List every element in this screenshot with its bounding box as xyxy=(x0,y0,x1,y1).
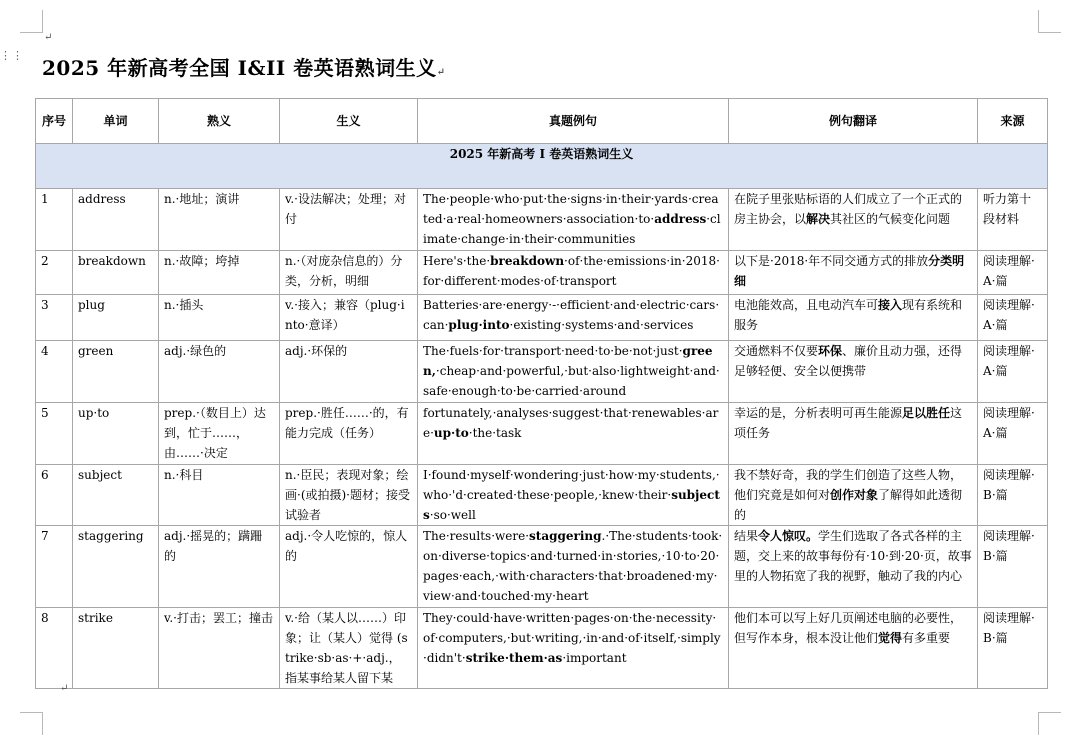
header-cell-example: 真题例句 xyxy=(418,99,729,144)
example-sentence-cell xyxy=(418,251,729,295)
new-meaning-cell: v.·设法解决；处理；对付 xyxy=(280,189,418,251)
translation-cell xyxy=(729,608,978,689)
word-cell: subject xyxy=(73,465,159,526)
table-row xyxy=(36,403,1048,465)
sentence-fragment: 结果 xyxy=(734,529,759,543)
common-meaning-cell: adj.·绿色的 xyxy=(159,341,280,403)
new-meaning-cell: adj.·令人吃惊的，惊人的 xyxy=(280,526,418,608)
sentence-fragment: Here's·the· xyxy=(423,254,491,268)
sentence-fragment: Batteries·are·energy·-·efficient·and·electric·cars·can· xyxy=(423,298,720,332)
word-cell: staggering xyxy=(73,526,159,608)
document-title xyxy=(42,52,446,81)
header-cell-word: 单词 xyxy=(73,99,159,144)
new-meaning-cell: v.·接入；兼容（plug·into·意译） xyxy=(280,295,418,341)
new-meaning-cell: prep.·胜任……·的，有能力完成（任务） xyxy=(280,403,418,465)
word-cell: strike xyxy=(73,608,159,689)
paragraph-mark-icon: ↵ xyxy=(60,683,69,694)
source-cell: 阅读理解·A·篇 xyxy=(978,341,1048,403)
sentence-fragment: 以下是·2018·年不同交通方式的排放 xyxy=(734,254,929,268)
table-body xyxy=(36,144,1048,689)
sentence-fragment: ·cheap·and·powerful,·but·also·lightweight·and·safe·enough·to·be·carried·around xyxy=(423,364,720,398)
sentence-fragment: 学生们选取了各式各样的主题，交上来的故事每份有·10·到·20·页，故事里的人物拓宽了我的视野，触动了我的内心 xyxy=(734,529,972,583)
sentence-fragment: 他们本可以写上好几页阐述电脑的必要性，但写作本身，根本没让他们 xyxy=(734,611,963,645)
sentence-fragment: fortunately,·analyses·suggest·that·renewables·are· xyxy=(423,406,719,440)
source-cell: 阅读理解·A·篇 xyxy=(978,251,1048,295)
new-meaning-cell: n.·（对庞杂信息的）分类，分析，明细 xyxy=(280,251,418,295)
word-cell: breakdown xyxy=(73,251,159,295)
sentence-fragment: ·existing·systems·and·services xyxy=(509,318,694,332)
translation-cell xyxy=(729,403,978,465)
section-heading-row xyxy=(36,144,1048,189)
highlighted-phrase: 令人惊叹。 xyxy=(758,529,819,543)
row-number: 1 xyxy=(36,189,73,251)
word-cell: plug xyxy=(73,295,159,341)
sentence-fragment: 现有系统和服务 xyxy=(734,298,963,332)
title-text: 2025 年新高考全国 I&II 卷英语熟词生义 xyxy=(42,56,437,80)
sentence-fragment: 电池能效高，且电动汽车可 xyxy=(734,298,879,312)
row-number: 5 xyxy=(36,403,73,465)
source-cell: 阅读理解·B·篇 xyxy=(978,526,1048,608)
sentence-fragment: The·people·who·put·the·signs·in·their·yards·created·a·real·homeowners·association·to· xyxy=(423,192,719,226)
header-cell-source: 来源 xyxy=(978,99,1048,144)
paragraph-mark-icon: ↵ xyxy=(44,32,53,43)
header-cell-new-meaning: 生义 xyxy=(280,99,418,144)
word-cell: green xyxy=(73,341,159,403)
row-number: 7 xyxy=(36,526,73,608)
example-sentence-cell xyxy=(418,403,729,465)
highlighted-phrase: 觉得 xyxy=(878,631,903,645)
highlighted-phrase: staggering xyxy=(529,529,602,543)
drag-handle-icon[interactable]: ⋮⋮ xyxy=(0,49,24,62)
sentence-fragment: 这项任务 xyxy=(734,406,963,440)
sentence-fragment: ·so·well xyxy=(429,508,476,522)
header-row xyxy=(36,99,1048,144)
row-number: 2 xyxy=(36,251,73,295)
sentence-fragment: ·of·the·emissions·in·2018·for·different·modes·of·transport xyxy=(423,254,720,288)
sentence-fragment: ·the·task xyxy=(468,426,522,440)
new-meaning-cell: n.·臣民；表现对象；绘画·(或拍摄)·题材；接受试验者 xyxy=(280,465,418,526)
crop-mark-top-right xyxy=(1038,10,1061,33)
sentence-fragment: 、廉价且动力强，还得足够轻便、安全以便携带 xyxy=(734,344,963,378)
header-cell-common-meaning: 熟义 xyxy=(159,99,280,144)
table-row xyxy=(36,608,1048,689)
example-sentence-cell xyxy=(418,608,729,689)
sentence-fragment: ·climate·change·in·their·communities xyxy=(423,212,721,246)
highlighted-phrase: 分类明细 xyxy=(734,254,965,288)
common-meaning-cell: n.·科目 xyxy=(159,465,280,526)
table-row xyxy=(36,189,1048,251)
translation-cell xyxy=(729,251,978,295)
sentence-fragment: The·results·were· xyxy=(423,529,530,543)
highlighted-phrase: 足以胜任 xyxy=(902,406,951,420)
translation-cell xyxy=(729,295,978,341)
row-number: 6 xyxy=(36,465,73,526)
paragraph-mark-icon: ↵ xyxy=(436,67,446,78)
highlighted-phrase: up·to xyxy=(433,426,469,440)
common-meaning-cell: adj.·摇晃的；蹒跚的 xyxy=(159,526,280,608)
crop-mark-bottom-right xyxy=(1038,712,1061,735)
translation-cell xyxy=(729,465,978,526)
highlighted-phrase: 创作对象 xyxy=(830,488,879,502)
crop-mark-bottom-left xyxy=(20,712,43,735)
word-cell: up·to xyxy=(73,403,159,465)
example-sentence-cell xyxy=(418,341,729,403)
sentence-fragment: They·could·have·written·pages·on·the·necessity·of·computers,·but·writing,·in·and·of·itself,·simply·didn't· xyxy=(423,611,721,665)
new-meaning-cell: v.·给（某人以……）印象；让（某人）觉得 (strike·sb·as·+·adj.，指某事给某人留下某 xyxy=(280,608,418,689)
highlighted-phrase: 解决 xyxy=(806,212,831,226)
source-cell: 阅读理解·A·篇 xyxy=(978,295,1048,341)
example-sentence-cell xyxy=(418,526,729,608)
sentence-fragment: The·fuels·for·transport·need·to·be·not·just· xyxy=(423,344,683,358)
highlighted-phrase: plug·into xyxy=(448,318,510,332)
source-cell: 阅读理解·B·篇 xyxy=(978,608,1048,689)
translation-cell xyxy=(729,526,978,608)
sentence-fragment: 了解得如此透彻的 xyxy=(734,488,963,522)
highlighted-phrase: subjects xyxy=(423,488,720,522)
new-meaning-cell: adj.·环保的 xyxy=(280,341,418,403)
row-number: 4 xyxy=(36,341,73,403)
sentence-fragment: 在院子里张贴标语的人们成立了一个正式的房主协会，以 xyxy=(734,192,963,226)
table-row xyxy=(36,465,1048,526)
highlighted-phrase: strike·them·as xyxy=(465,651,563,665)
header-cell-number: 序号 xyxy=(36,99,73,144)
highlighted-phrase: 环保 xyxy=(818,344,843,358)
sentence-fragment: ·important xyxy=(562,651,627,665)
row-number: 3 xyxy=(36,295,73,341)
source-cell: 听力第十段材料 xyxy=(978,189,1048,251)
highlighted-phrase: address xyxy=(654,212,707,226)
common-meaning-cell: n.·故障；垮掉 xyxy=(159,251,280,295)
table-row xyxy=(36,295,1048,341)
translation-cell xyxy=(729,189,978,251)
table-row xyxy=(36,526,1048,608)
word-cell: address xyxy=(73,189,159,251)
sentence-fragment: 其社区的气候变化问题 xyxy=(830,212,951,226)
highlighted-phrase: 接入 xyxy=(878,298,903,312)
table-row xyxy=(36,251,1048,295)
common-meaning-cell: v.·打击；罢工；撞击 xyxy=(159,608,280,689)
sentence-fragment: .·The·students·took·on·diverse·topics·and·turned·in·stories,·10·to·20·pages·each,·with·characters·that·broadened·my·view·and·touched·my·heart xyxy=(423,529,723,603)
source-cell: 阅读理解·A·篇 xyxy=(978,403,1048,465)
row-number: 8 xyxy=(36,608,73,689)
example-sentence-cell xyxy=(418,465,729,526)
example-sentence-cell xyxy=(418,295,729,341)
example-sentence-cell xyxy=(418,189,729,251)
section-heading: 2025 年新高考 I 卷英语熟词生义 xyxy=(36,144,1048,189)
crop-mark-top-left xyxy=(20,10,43,33)
common-meaning-cell: prep.·（数目上）达到，忙于……，由……·决定 xyxy=(159,403,280,465)
common-meaning-cell: n.·地址；演讲 xyxy=(159,189,280,251)
sentence-fragment: 交通燃料不仅要 xyxy=(734,344,819,358)
sentence-fragment: 幸运的是，分析表明可再生能源 xyxy=(734,406,903,420)
sentence-fragment: I·found·myself·wondering·just·how·my·students,·who·'d·created·these·people,·knew·their· xyxy=(423,468,720,502)
header-cell-translation: 例句翻译 xyxy=(729,99,978,144)
sentence-fragment: 有多重要 xyxy=(902,631,951,645)
highlighted-phrase: breakdown xyxy=(490,254,565,268)
sentence-fragment: 我不禁好奇，我的学生们创造了这些人物，他们究竟是如何对 xyxy=(734,468,963,502)
highlighted-phrase: green, xyxy=(423,344,713,378)
table-row xyxy=(36,341,1048,403)
common-meaning-cell: n.·插头 xyxy=(159,295,280,341)
vocabulary-table xyxy=(35,98,1048,689)
translation-cell xyxy=(729,341,978,403)
source-cell: 阅读理解·B·篇 xyxy=(978,465,1048,526)
